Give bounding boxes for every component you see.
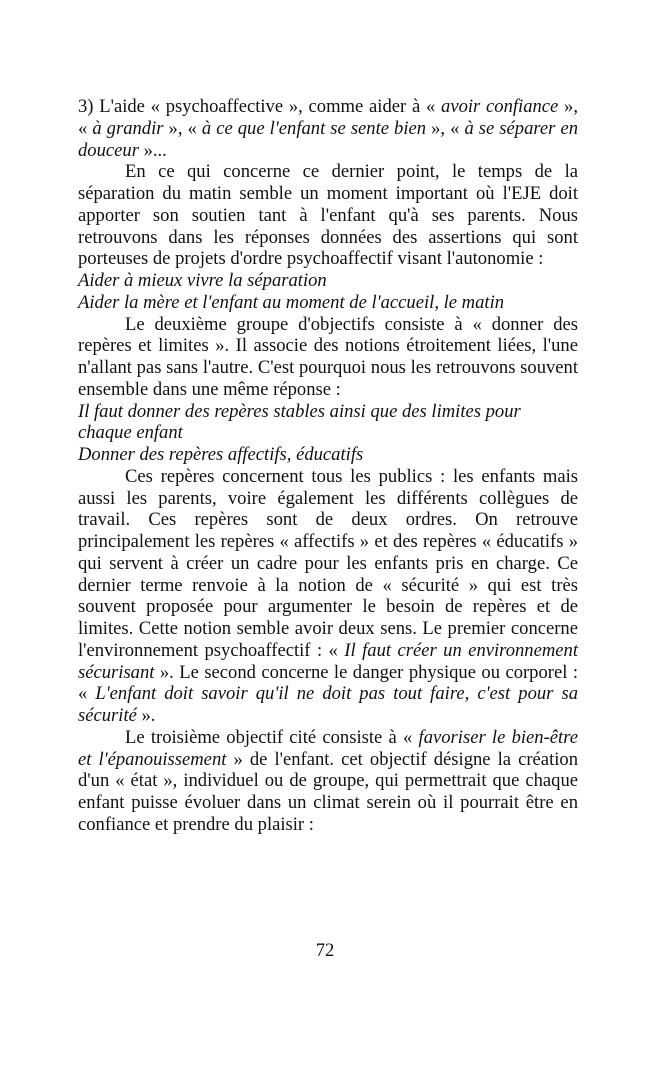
text-run: ». Le second concerne le danger physique ou corporel : « bbox=[78, 661, 578, 705]
italic-run: Il faut créer un environnement sécurisant bbox=[78, 639, 578, 683]
quote-line: Aider la mère et l'enfant au moment de l'accueil, le matin bbox=[78, 291, 505, 313]
text-run: Le troisième objectif cité consiste à « bbox=[125, 726, 419, 748]
text-run: », « bbox=[426, 117, 465, 139]
paragraph-securite bbox=[78, 466, 578, 727]
page-number: 72 bbox=[315, 940, 335, 961]
text-run: », « bbox=[163, 117, 202, 139]
italic-run: à se séparer en douceur bbox=[78, 117, 579, 161]
text-run: Le deuxième groupe d'objectifs consiste à « donner des repères et limites ». Il associe des notions étroitement liées, l'une n'allant pas sans l'autre. C'est pourquoi nous les retrouvons souvent ensemble dans une même réponse : bbox=[78, 313, 578, 400]
italic-run: avoir confiance bbox=[441, 96, 559, 117]
text-run: ». bbox=[136, 705, 156, 726]
italic-run: à grandir bbox=[92, 117, 164, 139]
quote-line: Donner des repères affectifs, éducatifs bbox=[78, 444, 364, 465]
italic-run: favoriser le bien-être et l'épanouissement bbox=[78, 726, 579, 770]
text-run: »... bbox=[138, 139, 167, 161]
quote-line: Aider à mieux vivre la séparation bbox=[78, 270, 327, 291]
text-run: » de l'enfant. cet objectif désigne la création d'un « état », individuel ou de groupe, qui permettrait que chaque enfant puisse évoluer dans un climat serein où il pourrait être en confiance et prendre du plaisir : bbox=[78, 748, 578, 835]
quote-line: Il faut donner des repères stables ainsi que des limites pour chaque enfant bbox=[78, 400, 521, 444]
paragraph-reperes-limites bbox=[78, 314, 578, 401]
page-body bbox=[78, 96, 578, 836]
paragraph-bien-etre bbox=[78, 727, 578, 836]
text-run: 3) L'aide « psychoaffective », comme aider à « bbox=[78, 96, 442, 117]
paragraph-separation bbox=[78, 161, 578, 270]
text-run: Ces repères concernent tous les publics : les enfants mais aussi les parents, voire également les différents collègues de travail. Ces repères sont de deux ordres. On retrouve principalement les repères « affectifs » et des repères « éducatifs » qui servent à créer un cadre pour les enfants pris en charge. Ce dernier terme renvoie à la notion de « sécurité » qui est très souvent proposée pour argumenter le besoin de repères et de limites. Cette notion semble avoir deux sens. Le premier concerne l'environnement psychoaffectif : « bbox=[78, 465, 578, 661]
text-run: En ce qui concerne ce dernier point, le temps de la séparation du matin semble un moment important où l'EJE doit apporter son soutien tant à l'enfant qu'à ses parents. Nous retrouvons dans les réponses données des assertions qui sont porteuses de projets d'ordre psychoaffectif visant l'autonomie : bbox=[78, 161, 578, 270]
italic-run: L'enfant doit savoir qu'il ne doit pas tout faire, c'est pour sa sécurité bbox=[78, 683, 578, 726]
paragraph-psychoaffective bbox=[78, 96, 578, 161]
text-run: », « bbox=[78, 96, 578, 139]
italic-run: à ce que l'enfant se sente bien bbox=[201, 117, 427, 139]
